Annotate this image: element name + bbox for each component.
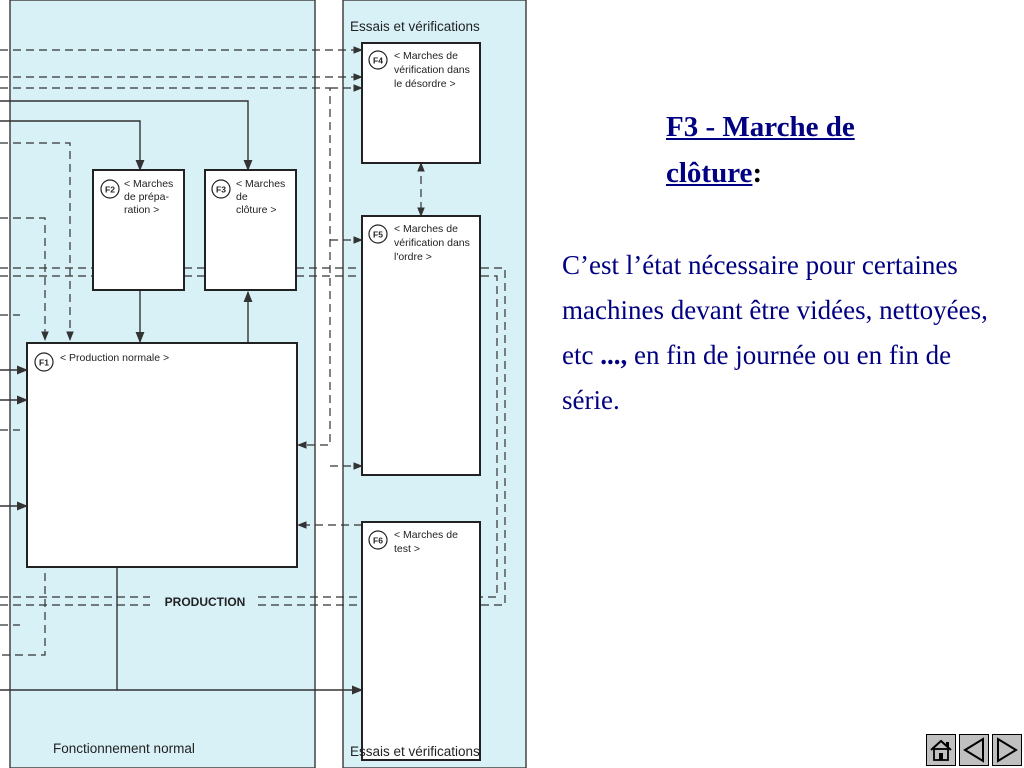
box-f3-tag: F3 (216, 184, 226, 195)
box-f2-line-3: ration > (124, 204, 160, 216)
slide-title-colon: : (752, 157, 763, 189)
home-button[interactable] (926, 734, 956, 766)
next-button[interactable] (992, 734, 1022, 766)
box-f1-line-1: < Production normale > (60, 352, 170, 364)
box-f5 (362, 216, 480, 475)
box-f3-line-1: < Marches (236, 178, 286, 190)
box-f3-line-3: clôture > (236, 204, 277, 216)
box-f2-tag: F2 (105, 184, 115, 195)
box-f2 (93, 170, 184, 290)
panel-tests-label-bottom: Essais et vérifications (350, 744, 480, 759)
triangle-right-icon (993, 735, 1021, 765)
home-icon (927, 735, 955, 765)
box-f4 (362, 43, 480, 163)
box-f2-line-2: de prépa- (124, 191, 169, 203)
production-label: PRODUCTION (164, 595, 246, 609)
slide-title (666, 104, 926, 196)
box-f4-line-3: le désordre > (394, 78, 456, 90)
box-f3 (205, 170, 296, 290)
box-f4-tag: F4 (373, 55, 383, 66)
box-f6-line-2: test > (394, 543, 420, 555)
slide-body-bold: ..., (600, 340, 628, 370)
slide-navigation (926, 734, 1022, 766)
box-f1-tag: F1 (39, 357, 49, 368)
box-f6 (362, 522, 480, 760)
previous-button[interactable] (959, 734, 989, 766)
box-f5-line-3: l'ordre > (394, 251, 432, 263)
slide-body-before: C’est l’état nécessaire pour certaines machines devant être vidées, nettoyées, etc (562, 250, 988, 370)
slide-body-after: en fin de journée ou en fin de série. (562, 340, 952, 415)
box-f5-line-2: vérification dans (394, 237, 470, 249)
panel-normal-label: Fonctionnement normal (53, 741, 195, 756)
triangle-left-icon (960, 735, 988, 765)
box-f5-line-1: < Marches de (394, 223, 458, 235)
box-f4-line-1: < Marches de (394, 50, 458, 62)
slide-title-link[interactable]: F3 - Marche de clôture (666, 111, 855, 189)
box-f6-line-1: < Marches de (394, 529, 458, 541)
box-f4-line-2: vérification dans (394, 64, 470, 76)
panel-tests-label-top: Essais et vérifications (350, 19, 480, 34)
box-f3-line-2: de (236, 191, 248, 203)
box-f5-tag: F5 (373, 229, 383, 240)
box-f1 (27, 343, 297, 567)
box-f2-line-1: < Marches (124, 178, 174, 190)
box-f6-tag: F6 (373, 535, 383, 546)
slide-body (562, 243, 1002, 423)
